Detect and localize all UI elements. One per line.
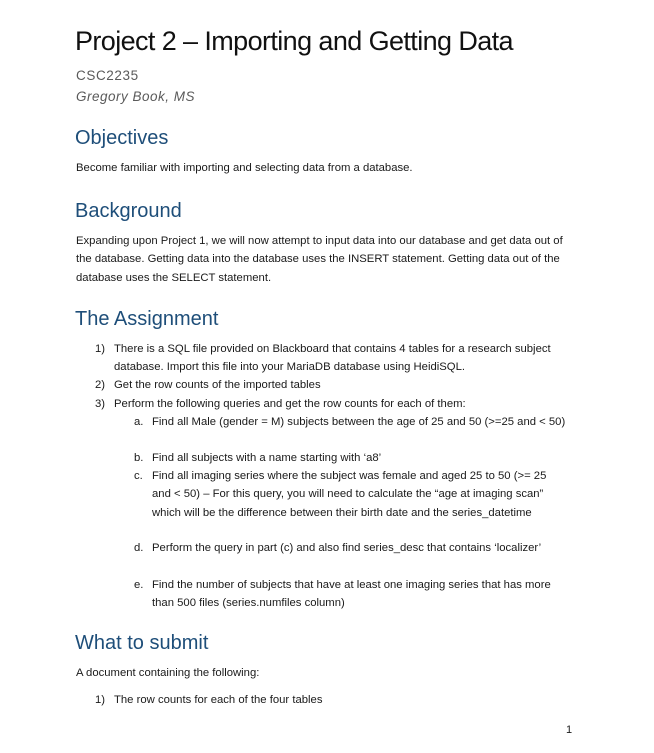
course-code: CSC2235 — [76, 68, 139, 83]
list-item-text: Find all subjects with a name starting with ‘a8’ — [152, 452, 382, 464]
objectives-heading: Objectives — [75, 127, 169, 149]
document-title: Project 2 – Importing and Getting Data — [75, 26, 513, 56]
list-marker: b. — [134, 452, 144, 464]
list-item-text: There is a SQL file provided on Blackboard that contains 4 tables for a research subject database. Import this file into your MariaDB database using HeidiSQL. — [114, 343, 551, 374]
list-item-text: Find the number of subjects that have at least one imaging series that has more than 500 files (series.numfiles column) — [152, 579, 551, 610]
list-marker: 1) — [95, 343, 106, 355]
list-marker: 2) — [95, 379, 106, 391]
page-number: 1 — [566, 724, 573, 736]
list-marker: d. — [134, 542, 144, 554]
list-marker: 1) — [95, 694, 106, 706]
author-name: Gregory Book, MS — [76, 89, 196, 104]
submit-intro: A document containing the following: — [76, 667, 260, 679]
list-item-text: Get the row counts of the imported tables — [114, 379, 321, 391]
list-item-text: Find all Male (gender = M) subjects between the age of 25 and 50 (>=25 and < 50) — [152, 416, 566, 428]
list-marker: 3) — [95, 398, 106, 410]
list-item-text: Find all imaging series where the subject was female and aged 25 to 50 (>= 25 and < 50) – For this query, you will need to calculate the “age at imaging scan” which will be the difference between their birth date and the series_datetime — [152, 470, 547, 519]
list-item-text: Perform the query in part (c) and also find series_desc that contains ‘localizer’ — [152, 542, 542, 554]
assignment-heading: The Assignment — [75, 308, 219, 330]
list-marker: a. — [134, 416, 144, 428]
background-text: Expanding upon Project 1, we will now attempt to input data into our database and get data out of the database. Getting data into the database uses the INSERT statement. Getting data out of the database uses the SELECT statement. — [76, 235, 563, 284]
objectives-text: Become familiar with importing and selecting data from a database. — [76, 162, 413, 174]
list-marker: e. — [134, 579, 144, 591]
list-item-text: The row counts for each of the four tables — [114, 694, 323, 706]
background-heading: Background — [75, 200, 182, 222]
list-marker: c. — [134, 470, 143, 482]
list-item-text: Perform the following queries and get the row counts for each of them: — [114, 398, 466, 410]
submit-heading: What to submit — [75, 632, 209, 654]
